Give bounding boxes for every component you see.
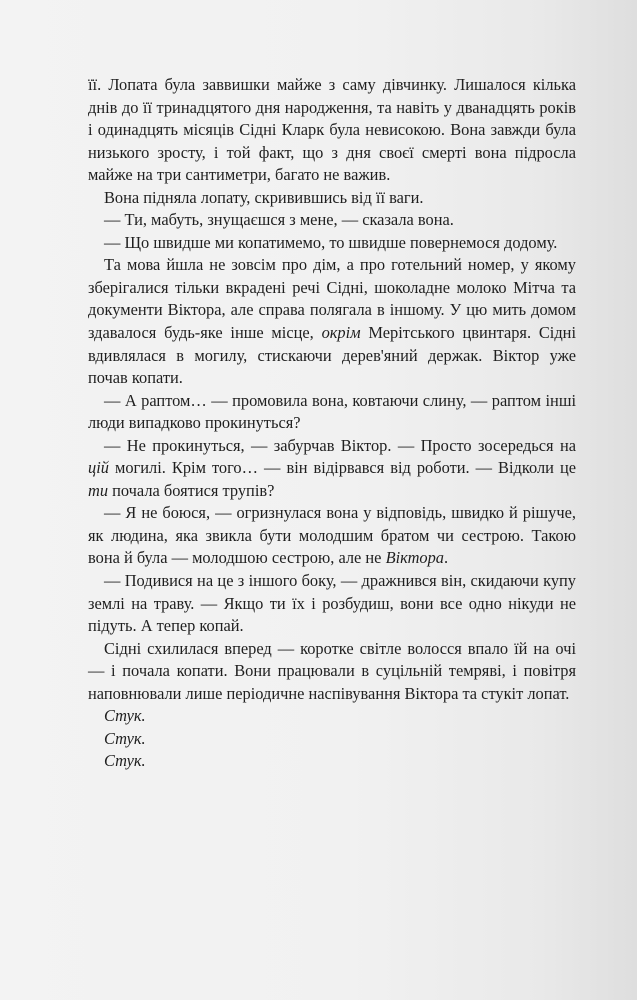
paragraph bbox=[88, 390, 576, 435]
page-body-text bbox=[88, 74, 576, 773]
text-segment: — Я не боюся, — огризнулася вона у відповідь, швидко й рішуче, як людина, яка звикла бути молодшим братом чи сестрою. Такою вона й була — молодшою сестрою, але не bbox=[88, 503, 576, 568]
text-segment: — Що швидше ми копатимемо, то швидше повернемося додому. bbox=[104, 232, 558, 252]
paragraph bbox=[88, 638, 576, 706]
text-segment: — Не прокинуться, — забурчав Віктор. — Просто зосередься на bbox=[104, 435, 576, 455]
italic-text-segment: цій bbox=[88, 458, 109, 478]
text-segment: Та мова йшла не зовсім про дім, а про готельний номер, у якому зберігалися тільки вкрадені речі Сідні, шоколадне молоко Мітча та документи Віктора, але справа полягала в іншому. У цю мить домом здавалося будь-яке інше місце, bbox=[88, 255, 576, 343]
text-segment: — Ти, мабуть, знущаєшся з мене, — сказала вона. bbox=[104, 210, 454, 230]
paragraph bbox=[88, 705, 576, 728]
paragraph bbox=[88, 435, 576, 503]
text-segment: могилі. Крім того… — він відірвався від роботи. — Відколи це bbox=[108, 458, 576, 478]
italic-text-segment: Стук. bbox=[104, 751, 146, 771]
text-segment: Вона підняла лопату, скривившись від її ваги. bbox=[104, 187, 424, 207]
text-segment: — А раптом… — промовила вона, ковтаючи слину, — раптом інші люди випадково прокинуться? bbox=[88, 390, 576, 433]
paragraph bbox=[88, 232, 576, 255]
text-segment: почала боятися трупів? bbox=[108, 480, 275, 500]
paragraph bbox=[88, 728, 576, 751]
text-segment: Мерітського цвинтаря. Сідні вдивлялася в могилу, стискаючи дерев'яний держак. Віктор уже почав копати. bbox=[88, 323, 576, 388]
paragraph bbox=[88, 570, 576, 638]
paragraph bbox=[88, 187, 576, 210]
text-segment: — Подивися на це з іншого боку, — дражнився він, скидаючи купу землі на траву. — Якщо ти їх і розбудиш, вони все одно нікуди не підуть. А тепер копай. bbox=[88, 571, 576, 636]
paragraph bbox=[88, 74, 576, 187]
text-segment: Сідні схилилася вперед — коротке світле волосся впало їй на очі — і почала копати. Вони працювали в суцільній темряві, і повітря наповнювали лише періодичне наспівування Віктора та стукіт лопат. bbox=[88, 638, 576, 703]
paragraph bbox=[88, 502, 576, 570]
paragraph bbox=[88, 254, 576, 389]
italic-text-segment: ти bbox=[88, 480, 109, 500]
text-segment: її. Лопата була заввишки майже з саму дівчинку. Лишалося кілька днів до її тринадцятого дня народження, та навіть у дванадцять років і одинадцять місяців Сідні Кларк була невисокою. Вона завжди була низького зросту, і той факт, що з дня своєї смерті вона підросла майже на три сантиметри, багато не важив. bbox=[88, 75, 576, 185]
italic-text-segment: окрім bbox=[321, 323, 361, 343]
italic-text-segment: Стук. bbox=[104, 728, 146, 748]
italic-text-segment: Стук. bbox=[104, 706, 146, 726]
italic-text-segment: Віктора bbox=[385, 548, 445, 568]
paragraph bbox=[88, 750, 576, 773]
paragraph bbox=[88, 209, 576, 232]
text-segment: . bbox=[444, 548, 449, 568]
